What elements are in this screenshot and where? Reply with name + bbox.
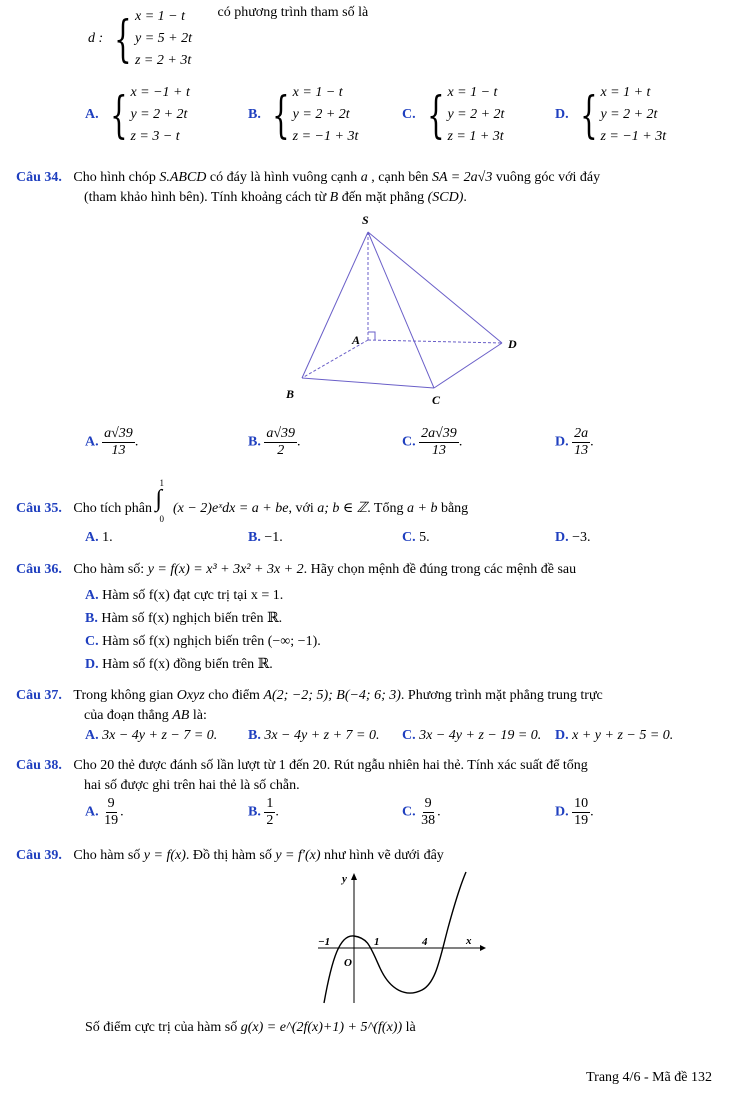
q35-stem: Câu 35. Cho tích phân 1 ∫ 0 (x − 2)eˣdx = a + be, với a; b ∈ ℤ. Tổng a + b bằng [16, 478, 469, 524]
q35-option-c[interactable]: C. 5. [402, 530, 430, 545]
q34-option-c[interactable]: C. $\frac{2a√39}{13}$ . [402, 426, 463, 458]
edge-sd [368, 232, 502, 343]
q34-stem: Câu 34. Cho hình chóp S.ABCD có đáy là hình vuông cạnh a , cạnh bên SA = 2a√3 vuông góc với đáy (tham khảo hình bên). Tính khoảng cách từ B đến mặt phẳng (SCD). [16, 170, 601, 205]
q38-option-a[interactable]: A. $\frac{9}{19}$ . [85, 796, 124, 828]
edge-sb [302, 232, 368, 378]
edge-cd [434, 343, 502, 388]
q35-option-d[interactable]: D. −3. [555, 530, 591, 545]
q34-option-b[interactable]: B. $\frac{a√39}{2}$ . [248, 426, 301, 458]
q34-option-a[interactable]: A. $\frac{a√39}{13}$ . [85, 426, 139, 458]
q33-option-d[interactable]: D. { x = 1 + t y = 2 + 2t z = −1 + 3t [555, 85, 667, 144]
label-a: A [352, 333, 361, 347]
q36-option-d[interactable]: D. Hàm số f(x) đồng biến trên ℝ. [85, 657, 273, 672]
edge-ad [368, 340, 502, 343]
sys-line: x = 1 − t [134, 9, 185, 24]
curve-f-prime [324, 872, 466, 1003]
right-angle-mark [368, 332, 375, 340]
q33-option-b[interactable]: B. { x = 1 − t y = 2 + 2t z = −1 + 3t [248, 85, 359, 144]
tick-neg1: −1 [318, 936, 331, 948]
q38-options [85, 796, 705, 840]
q37-option-a[interactable]: A. 3x − 4y + z − 7 = 0. [85, 728, 218, 743]
label-d: D [508, 337, 517, 351]
q34-options [85, 426, 705, 472]
question-number: Câu 34. [16, 170, 62, 185]
pyramid-figure [270, 210, 530, 410]
edge-bc [302, 378, 434, 388]
q36-option-a[interactable]: A. Hàm số f(x) đạt cực trị tại x = 1. [85, 588, 284, 603]
q37-option-d[interactable]: D. x + y + z − 5 = 0. [555, 728, 674, 743]
q34-option-d[interactable]: D. $\frac{2a}{13}$ . [555, 426, 594, 458]
q37-option-b[interactable]: B. 3x − 4y + z + 7 = 0. [248, 728, 380, 743]
y-axis-arrow [351, 873, 357, 880]
origin-label: O [344, 957, 352, 969]
q35-option-b[interactable]: B. −1. [248, 530, 283, 545]
q37-option-c[interactable]: C. 3x − 4y + z − 19 = 0. [402, 728, 542, 743]
question-number: Câu 37. [16, 688, 62, 703]
q37-stem: Câu 37. Trong không gian Oxyz cho điểm A(2; −2; 5); B(−4; 6; 3). Phương trình mặt phẳng trung trực của đoạn thẳng AB là: [16, 688, 603, 723]
q38-option-b[interactable]: B. $\frac{1}{2}$ . [248, 796, 279, 828]
tick-1: 1 [374, 936, 380, 948]
y-label: y [342, 873, 347, 885]
label-s: S [362, 213, 369, 227]
x-axis-arrow [480, 945, 486, 951]
integral: 1 ∫ 0 [155, 478, 164, 524]
edge-sc [368, 232, 434, 388]
q36-stem: Câu 36. Cho hàm số: y = f(x) = x³ + 3x² + 3x + 2. Hãy chọn mệnh đề đúng trong các mệnh đề sau [16, 562, 577, 577]
q36-option-c[interactable]: C. Hàm số f(x) nghịch biến trên (−∞; −1). [85, 634, 321, 649]
q36-options [85, 584, 321, 676]
derivative-graph [310, 868, 490, 1008]
question-number: Câu 39. [16, 848, 62, 863]
label-b: B [286, 387, 295, 401]
sys-line: y = 5 + 2t [134, 31, 192, 46]
q39-question: Số điểm cực trị của hàm số g(x) = e^(2f(x)+1) + 5^(f(x)) là [85, 1020, 416, 1035]
page-footer: Trang 4/6 - Mã đề 132 [586, 1070, 712, 1085]
q36-option-b[interactable]: B. Hàm số f(x) nghịch biến trên ℝ. [85, 611, 283, 626]
q38-stem: Câu 38. Cho 20 thẻ được đánh số lần lượt từ 1 đến 20. Rút ngẫu nhiên hai thẻ. Tính xác suất để tổng hai số được ghi trên hai thẻ là số chẵn. [16, 758, 588, 793]
q39-stem: Câu 39. Cho hàm số y = f(x). Đồ thị hàm số y = f′(x) như hình vẽ dưới đây [16, 848, 444, 863]
x-label: x [466, 935, 472, 947]
q35-option-a[interactable]: A. 1. [85, 530, 113, 545]
question-number: Câu 36. [16, 562, 62, 577]
question-number: Câu 38. [16, 758, 62, 773]
q33-intro [88, 5, 369, 72]
line-d-label: d : [88, 31, 104, 46]
brace: { [114, 10, 132, 68]
q38-option-d[interactable]: D. $\frac{10}{19}$ . [555, 796, 594, 828]
question-number: Câu 35. [16, 501, 62, 516]
sys-line: z = 2 + 3t [134, 53, 192, 68]
q33-option-a[interactable]: A. { x = −1 + t y = 2 + 2t z = 3 − t [85, 85, 190, 144]
tick-4: 4 [422, 936, 428, 948]
q33-intro-text: có phương trình tham số là [217, 5, 369, 20]
label-c: C [432, 393, 441, 407]
q33-option-c[interactable]: C. { x = 1 − t y = 2 + 2t z = 1 + 3t [402, 85, 505, 144]
q38-option-c[interactable]: C. $\frac{9}{38}$ . [402, 796, 441, 828]
